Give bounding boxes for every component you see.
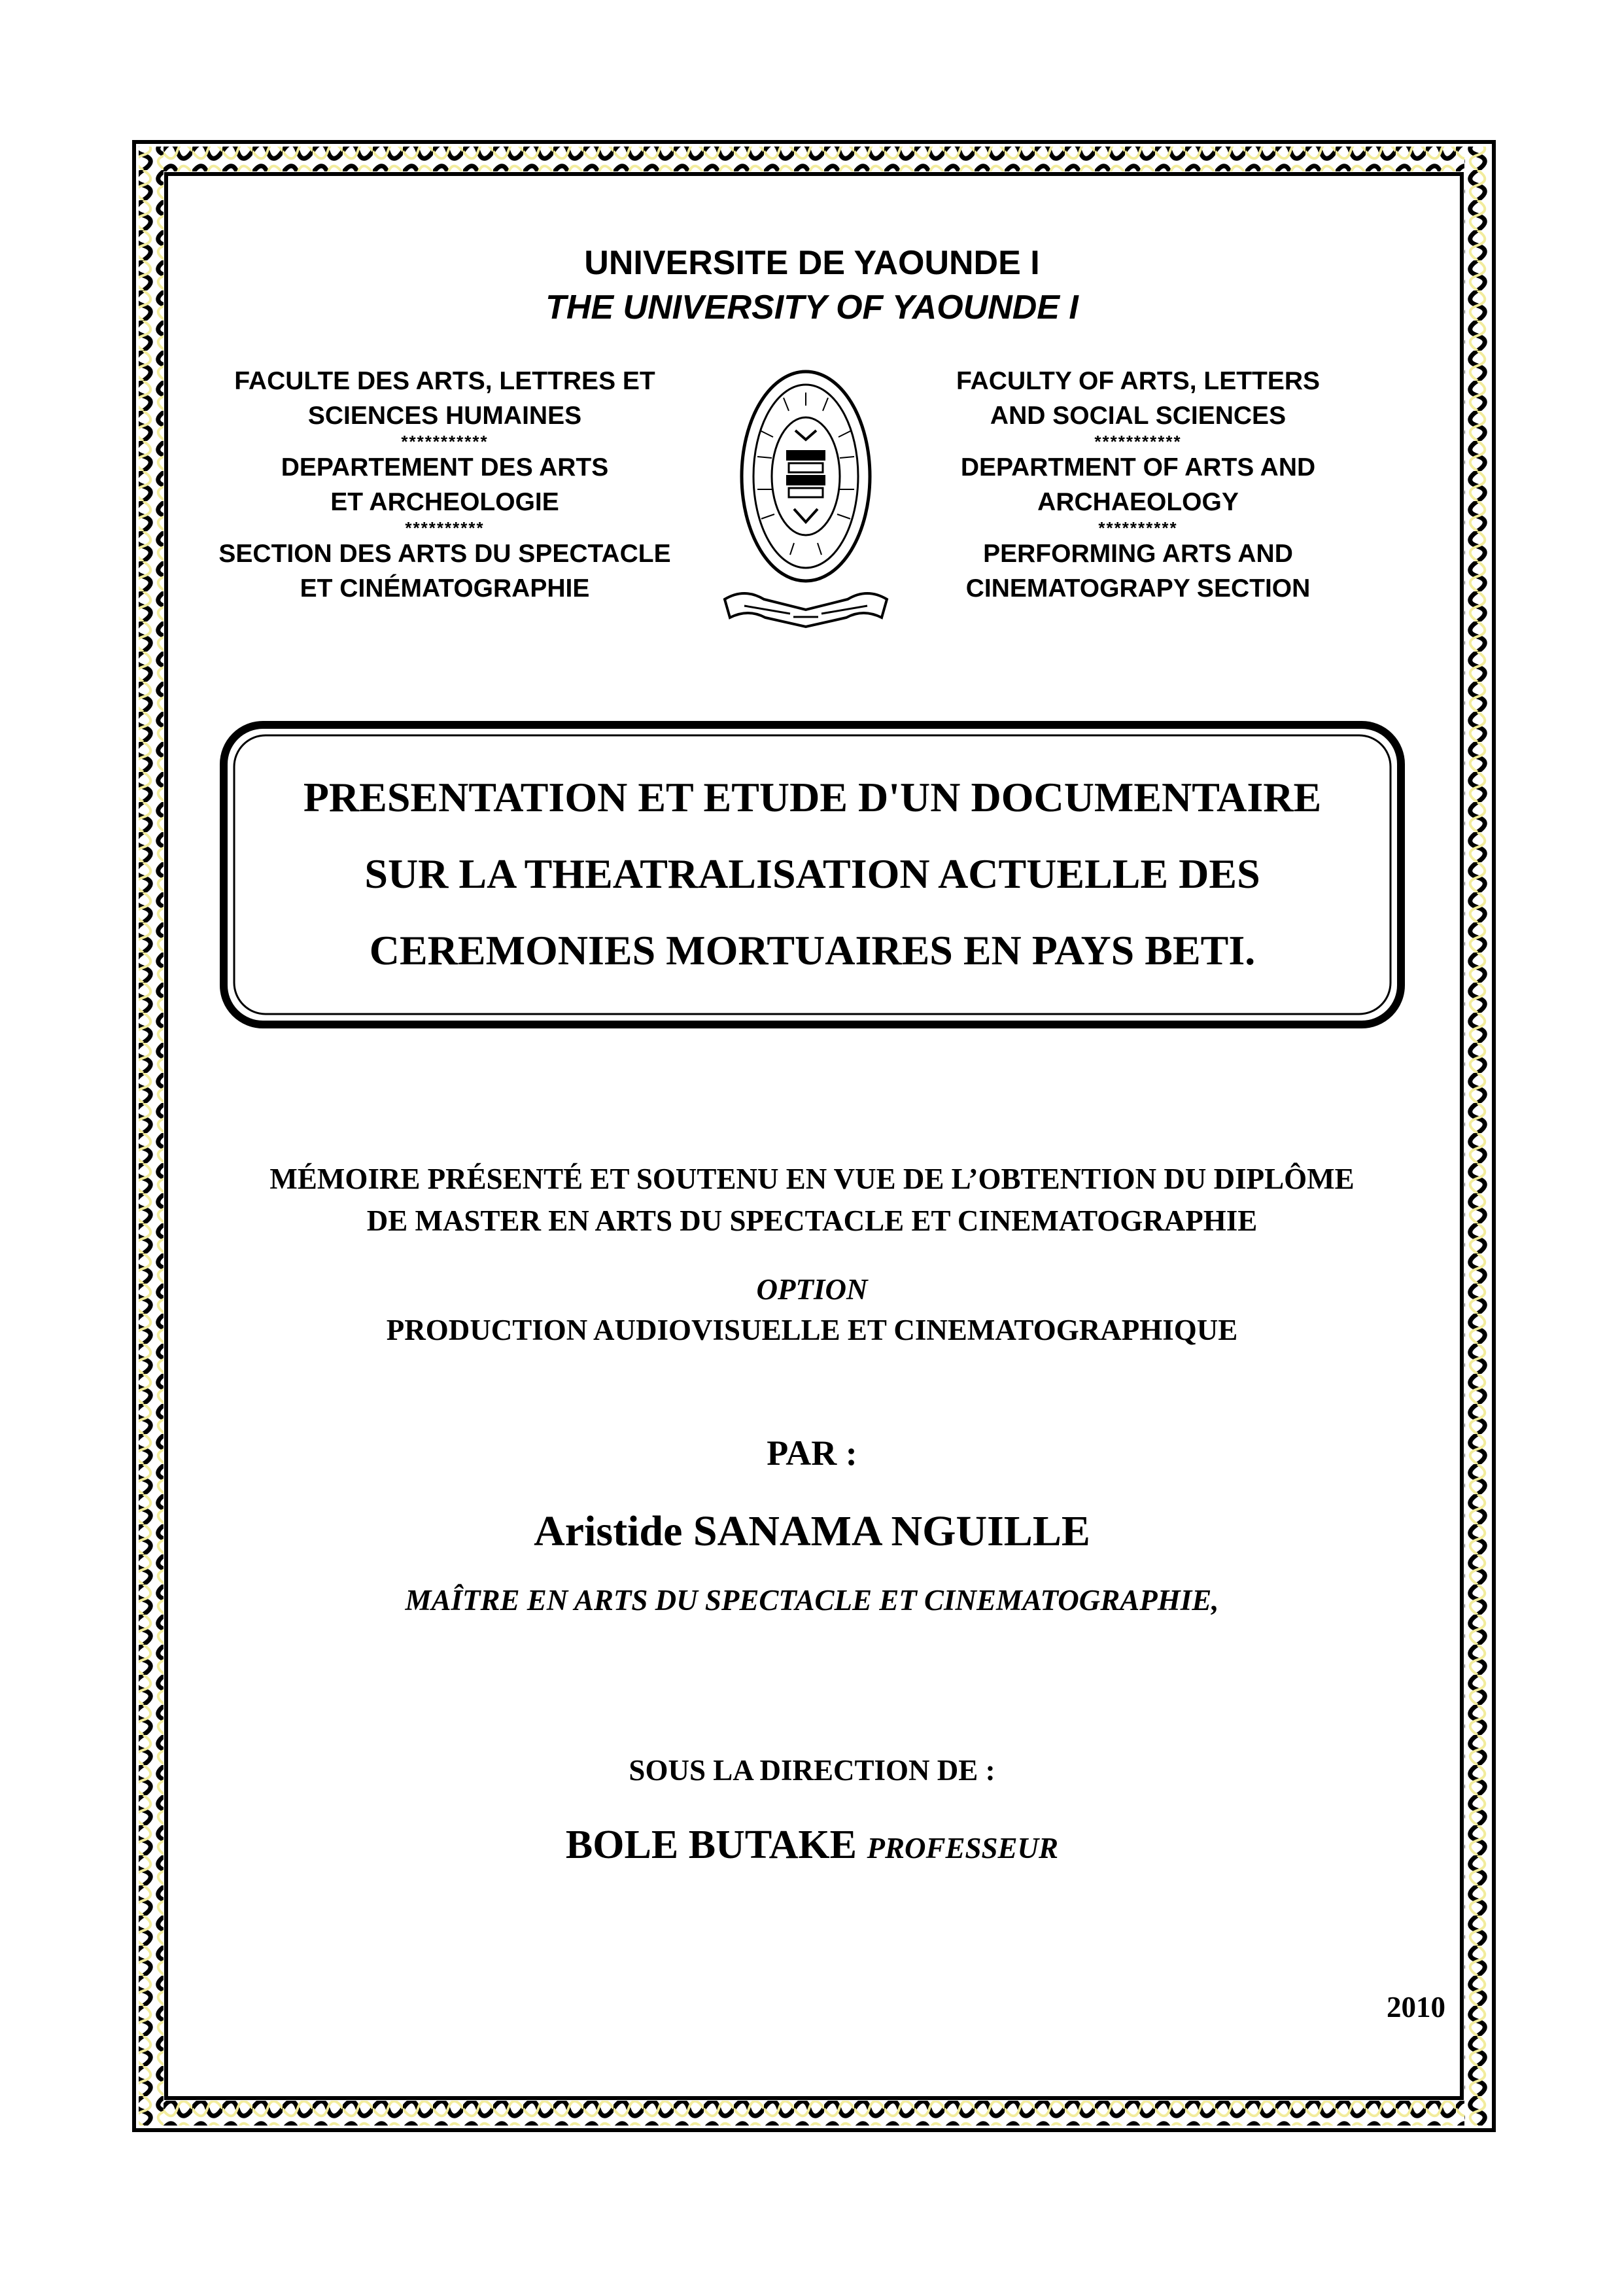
separator-stars: *********** [1094,432,1182,451]
faculty-en-line1: FACULTY OF ARTS, LETTERS [956,367,1321,395]
section-en-line2: CINEMATOGRAPY SECTION [965,574,1311,603]
thesis-title [220,759,1405,989]
institution-block-en [922,364,1354,606]
degree-statement-line1: MÉMOIRE PRÉSENTÉ ET SOUTENU EN VUE DE L’OBTENTION DU DIPLÔME [269,1163,1355,1195]
supervisor-role: PROFESSEUR [867,1832,1059,1865]
department-en-line1: DEPARTMENT OF ARTS AND [960,453,1316,482]
section-fr-line1: SECTION DES ARTS DU SPECTACLE [218,540,671,568]
supervision-label: SOUS LA DIRECTION DE : [629,1754,995,1787]
option-label: OPTION [756,1273,868,1306]
title-line1: PRESENTATION ET ETUDE D'UN DOCUMENTAIRE [303,774,1322,820]
supervisor-name: BOLE BUTAKE [565,1823,857,1867]
author-name: Aristide SANAMA NGUILLE [534,1507,1090,1555]
faculty-en-line2: AND SOCIAL SCIENCES [990,402,1287,430]
section-fr-line2: ET CINÉMATOGRAPHIE [300,574,590,603]
faculty-fr-line2: SCIENCES HUMAINES [307,402,582,430]
option-value: PRODUCTION AUDIOVISUELLE ET CINEMATOGRAPHIQUE [386,1314,1238,1346]
faculty-fr-line1: FACULTE DES ARTS, LETTRES ET [234,367,655,395]
degree-statement-line2: DE MASTER EN ARTS DU SPECTACLE ET CINEMATOGRAPHIE [366,1204,1258,1237]
title-line3: CEREMONIES MORTUAIRES EN PAYS BETI. [369,927,1256,973]
thesis-title-box [220,721,1405,1028]
department-en-line2: ARCHAEOLOGY [1037,488,1239,516]
department-fr-line2: ET ARCHEOLOGIE [330,488,559,516]
author-degree: MAÎTRE EN ARTS DU SPECTACLE ET CINEMATOGRAPHIE, [405,1584,1219,1617]
year: 2010 [1387,1991,1445,2023]
university-name-fr: UNIVERSITE DE YAOUNDE I [584,244,1040,282]
separator-stars: ********** [1098,518,1178,538]
title-line2: SUR LA THEATRALISATION ACTUELLE DES [364,850,1260,897]
university-seal-icon [718,359,893,640]
separator-stars: ********** [405,518,485,538]
supervisor [0,1822,1624,1868]
separator-stars: *********** [401,432,489,451]
department-fr-line1: DEPARTEMENT DES ARTS [281,453,609,482]
author-label: PAR : [767,1433,857,1473]
institution-block-fr [196,364,693,606]
section-en-line1: PERFORMING ARTS AND [983,540,1293,568]
degree-statement [0,1158,1624,1242]
university-name-en: THE UNIVERSITY OF YAOUNDE I [545,289,1079,326]
